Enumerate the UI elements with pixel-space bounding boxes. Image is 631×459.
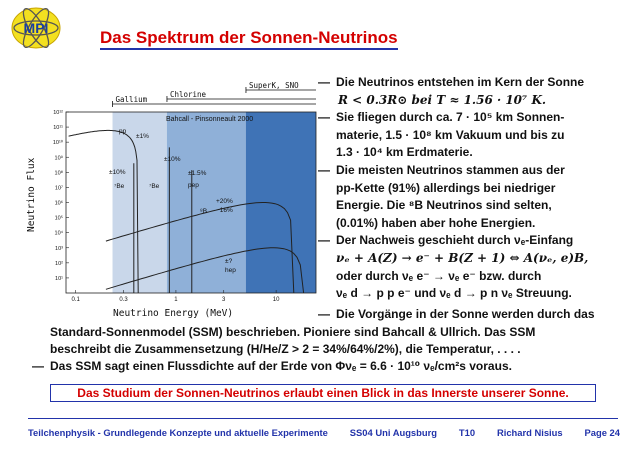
logo-text: MPI — [23, 20, 49, 36]
label-be7b: ⁷Be — [149, 183, 160, 190]
bullet-1-line-1: Die Neutrinos entstehen im Kern der Sonne — [336, 75, 585, 89]
x-tick-label: 10 — [272, 297, 280, 303]
label-pp-err: ±1% — [136, 133, 149, 140]
bullet-4-line-2: νₑ + A(Z) → e⁻ + B(Z + 1) ⇔ A(νₑ, e)B, — [336, 250, 589, 265]
footer-lecture: T10 — [458, 427, 476, 438]
x-tick-label: 0.3 — [119, 297, 128, 303]
footer-author: Richard Nisius — [496, 427, 563, 438]
bullet-1-line-2: R < 0.3R⊙ bei T ≈ 1.56 · 10⁷ K. — [338, 92, 547, 107]
y-tick-label: 10⁴ — [54, 230, 63, 237]
y-tick-label: 10¹⁰ — [52, 140, 63, 147]
footer-page: Page 24 — [584, 427, 620, 438]
threshold-label-0: Gallium — [115, 95, 148, 104]
y-tick-label: 10¹² — [53, 110, 63, 116]
bullet-3-line-2: pp-Kette (91%) allerdings bei niedriger — [336, 180, 556, 195]
bullet-2 — [318, 109, 628, 162]
bullet-5-line-2: Standard-Sonnenmodel (SSM) beschrieben. Pioniere sind Bahcall & Ullrich. Das SSM — [50, 324, 536, 339]
y-tick-label: 10⁷ — [54, 185, 63, 192]
bullet-dash: — — [318, 162, 330, 177]
x-tick-label: 1 — [174, 297, 178, 303]
label-hep: hep — [225, 267, 236, 274]
chart-title: Bahcall - Pinsonneault 2000 — [166, 116, 254, 123]
y-tick-label: 10⁵ — [54, 215, 63, 222]
bullet-3 — [318, 162, 628, 232]
x-tick-label: 0.1 — [71, 297, 80, 303]
x-tick-label: 3 — [222, 297, 226, 303]
bullet-2-line-2: materie, 1.5 · 10⁸ km Vakuum und bis zu — [336, 127, 565, 142]
bullet-4-line-3: oder durch νₑ e⁻ → νₑ e⁻ bzw. durch — [336, 268, 542, 283]
bullet-1 — [318, 74, 628, 109]
y-tick-label: 10⁹ — [54, 155, 63, 162]
label-hep-err: ±? — [225, 258, 233, 265]
bullet-6-line-1: Das SSM sagt einen Flussdichte auf der Erde von Φνₑ = 6.6 · 10¹⁰ νₑ/cm²s voraus. — [50, 359, 512, 373]
y-tick-label: 10³ — [55, 245, 63, 252]
label-b8-err1: +20% — [216, 198, 233, 205]
bullet-2-line-1: Sie fliegen durch ca. 7 · 10⁵ km Sonnen- — [336, 110, 565, 125]
label-pep-err: ±1.5% — [188, 170, 207, 177]
bullet-5-cont — [32, 324, 535, 359]
mpi-logo — [10, 6, 62, 50]
bullet-5 — [318, 306, 595, 324]
threshold-label-2: SuperK, SNO — [248, 82, 299, 90]
bullet-3-line-4: (0.01%) haben aber hohe Energien. — [336, 215, 536, 230]
page-title: Das Spektrum der Sonnen-Neutrinos — [100, 28, 398, 50]
neutrino-spectrum-chart — [18, 82, 318, 327]
y-tick-label: 10¹¹ — [53, 125, 63, 132]
bullet-4 — [318, 232, 628, 302]
bullet-3-line-1: Die meisten Neutrinos stammen aus der — [336, 162, 565, 177]
highlight-box: Das Studium der Sonnen-Neutrinos erlaubt einen Blick in das Innerste unserer Sonne. — [50, 384, 596, 402]
y-tick-label: 10⁶ — [54, 200, 63, 207]
bullet-dash: — — [318, 75, 330, 89]
bullet-dash: — — [318, 233, 330, 248]
y-tick-label: 10¹ — [55, 275, 63, 282]
label-be7b-err: ±10% — [164, 156, 181, 163]
label-pp: pp — [119, 128, 127, 135]
bullet-2-line-3: 1.3 · 10⁴ km Erdmaterie. — [336, 145, 473, 160]
x-axis-label: Neutrino Energy (MeV) — [113, 308, 234, 319]
bullet-4-line-1: Der Nachweis geschieht durch νₑ-Einfang — [336, 233, 574, 248]
bullet-4-line-4: νₑ d → p p e⁻ und νₑ d → p n νₑ Streuung. — [336, 286, 572, 301]
bullet-5-line-1: Die Vorgänge in der Sonne werden durch das — [336, 307, 595, 321]
y-tick-label: 10⁸ — [54, 170, 63, 177]
footer-course: Teilchenphysik - Grundlegende Konzepte und aktuelle Experimente — [28, 427, 328, 438]
bullet-dash: — — [318, 307, 330, 321]
bullet-3-line-3: Energie. Die ⁸B Neutrinos sind selten, — [336, 198, 552, 213]
y-tick-label: 10² — [55, 260, 63, 267]
bullet-list — [318, 74, 628, 303]
bullet-5-line-3: beschreibt die Zusammensetzung (H/He/Z > 2 = 34%/64%/2%), die Temperatur, . . . . — [50, 342, 521, 357]
bullet-dash: — — [32, 359, 44, 373]
label-b8-err2: −16% — [216, 207, 233, 214]
threshold-label-1: Chlorine — [169, 90, 207, 99]
label-b8: ⁸B — [200, 208, 208, 215]
footer-semester: SS04 Uni Augsburg — [349, 427, 437, 438]
footer — [28, 427, 620, 438]
bullet-6 — [32, 358, 512, 376]
footer-divider — [28, 418, 618, 419]
label-pep: pep — [188, 182, 199, 189]
label-be7a-err: ±10% — [109, 169, 126, 176]
bullet-dash: — — [318, 110, 330, 125]
y-axis-label: Neutrino Flux — [26, 157, 37, 232]
label-be7a: ⁷Be — [114, 183, 125, 190]
